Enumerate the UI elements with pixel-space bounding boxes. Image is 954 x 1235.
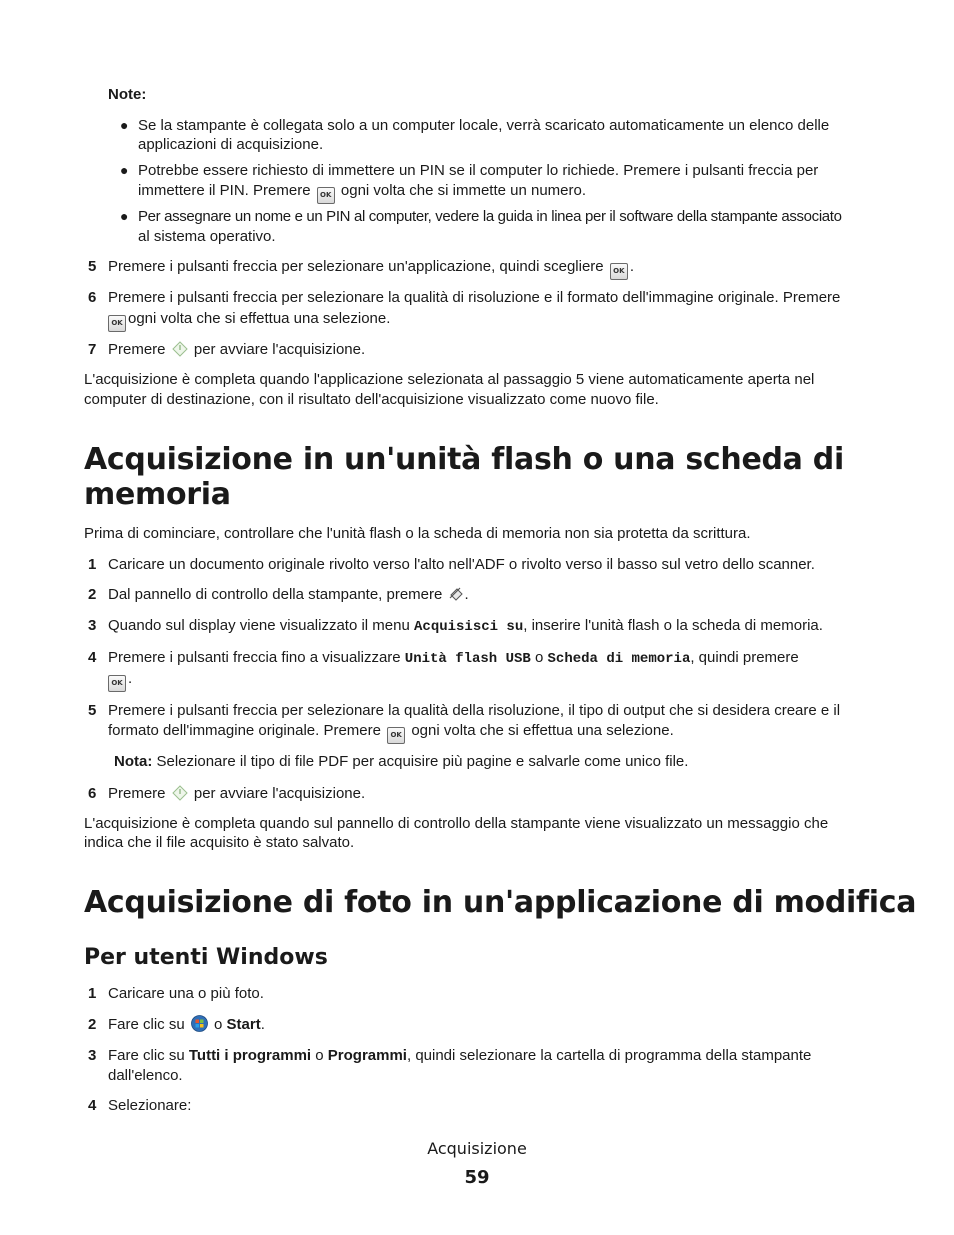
s1-step-5-line-1: Premere i pulsanti freccia per selezionare la qualità della risoluzione, il tipo di output che si desidera creare e il — [108, 702, 841, 719]
footer-chapter-title: Acquisizione — [427, 1139, 527, 1158]
s1-step-4-end: . — [128, 670, 133, 687]
nota-label: Nota: — [114, 753, 153, 770]
step-5-text-a: Premere i pulsanti freccia per selezionare un'applicazione, quindi scegliere — [108, 258, 604, 275]
conjunction: o — [214, 1016, 223, 1033]
step-number: 1 — [88, 556, 97, 573]
note-bullet-3-line-2: al sistema operativo. — [138, 228, 276, 245]
s2-step-2-text — [108, 1015, 265, 1035]
bullet-dot: ● — [120, 162, 129, 178]
s2-step-3-line-1 — [108, 1046, 811, 1066]
nota-line — [114, 752, 688, 772]
all-programs-label: Tutti i programmi — [188, 1047, 312, 1064]
start-label: Start — [226, 1016, 261, 1033]
step-number: 2 — [88, 586, 97, 603]
s1-step-3-text — [108, 616, 823, 637]
step-number: 7 — [88, 341, 97, 358]
s2-step-2-text-a: Fare clic su — [108, 1016, 185, 1033]
note-bullet-3-line-1: Per assegnare un nome e un PIN al computer, vedere la guida in linea per il software della stampante associato — [138, 208, 842, 225]
s2-step-4-text: Selezionare: — [108, 1097, 192, 1114]
step-number: 6 — [88, 289, 97, 306]
scan-button-icon — [448, 586, 464, 602]
s2-step-2-end: . — [260, 1016, 265, 1033]
step-number: 5 — [88, 702, 97, 719]
s1-step-3-text-b: , inserire l'unità flash o la scheda di memoria. — [523, 617, 823, 634]
ok-button-icon: OK — [610, 263, 628, 280]
step-number: 6 — [88, 785, 97, 802]
step-number: 2 — [88, 1016, 97, 1033]
s1-step-4-line-2 — [106, 669, 132, 692]
step-5-text — [108, 257, 634, 280]
step-6-line-2 — [106, 309, 390, 332]
note-bullet-1-line-2: applicazioni di acquisizione. — [138, 136, 324, 153]
menu-item-code: Scheda di memoria — [547, 651, 691, 667]
conjunction: o — [535, 649, 544, 666]
s1-step-5-text-b: ogni volta che si effettua una selezione. — [411, 722, 674, 739]
step-6-text: ogni volta che si effettua una selezione. — [128, 310, 391, 327]
ok-button-icon: OK — [108, 675, 126, 692]
step-5-text-b: . — [629, 258, 634, 275]
subsection-heading: Per utenti Windows — [84, 945, 328, 970]
s1-step-6-text-a: Premere — [108, 785, 166, 802]
section-heading: Acquisizione di foto in un'applicazione di modifica — [84, 885, 917, 920]
step-7-text — [108, 340, 365, 360]
s1-step-3-text-a: Quando sul display viene visualizzato il menu — [108, 617, 410, 634]
paragraph-line: L'acquisizione è completa quando l'applicazione selezionata al passaggio 5 viene automaticamente aperta nel — [84, 371, 815, 388]
paragraph-line: indica che il file acquisito è stato salvato. — [84, 834, 355, 851]
s1-step-2-text-a: Dal pannello di controllo della stampante, premere — [108, 586, 443, 603]
section-heading-line-2: memoria — [84, 477, 231, 512]
s1-step-2-text-b: . — [464, 586, 469, 603]
step-number: 1 — [88, 985, 97, 1002]
s2-step-3-text-a: Fare clic su — [108, 1047, 185, 1064]
step-number: 4 — [88, 649, 97, 666]
windows-start-icon — [191, 1015, 208, 1032]
s1-step-4-text-a: Premere i pulsanti freccia fino a visualizzare — [108, 649, 401, 666]
s2-step-3-line-2: dall'elenco. — [108, 1067, 183, 1084]
s2-step-3-text-b: , quindi selezionare la cartella di programma della stampante — [406, 1047, 812, 1064]
nota-text: Selezionare il tipo di file PDF per acquisire più pagine e salvarle come unico file. — [156, 753, 689, 770]
ok-button-icon: OK — [108, 315, 126, 332]
page-number: 59 — [464, 1167, 490, 1188]
start-button-icon — [172, 785, 188, 801]
section-heading-line-1: Acquisizione in un'unità flash o una scheda di — [84, 442, 844, 477]
step-7-text-b: per avviare l'acquisizione. — [193, 341, 366, 358]
note-bullet-1-line-1: Se la stampante è collegata solo a un computer locale, verrà scaricato automaticamente un elenco delle — [138, 117, 830, 134]
note-bullet-2-text-b: ogni volta che si immette un numero. — [340, 182, 587, 199]
step-number: 4 — [88, 1097, 97, 1114]
step-number: 3 — [88, 617, 97, 634]
s2-step-1-text: Caricare una o più foto. — [108, 985, 264, 1002]
step-7-text-a: Premere — [108, 341, 166, 358]
menu-name-code: Acquisisci su — [414, 619, 524, 635]
s1-step-2-text — [108, 585, 469, 605]
note-bullet-2-line-1: Potrebbe essere richiesto di immettere un PIN se il computer lo richiede. Premere i pulsanti freccia per — [138, 162, 819, 179]
s1-step-1-text: Caricare un documento originale rivolto verso l'alto nell'ADF o rivolto verso il basso sul vetro dello scanner. — [108, 556, 815, 573]
programs-label: Programmi — [327, 1047, 407, 1064]
s1-step-5-line-2 — [108, 721, 674, 744]
s1-step-4-line-1 — [108, 648, 799, 669]
ok-button-icon: OK — [317, 187, 335, 204]
step-6-line-1: Premere i pulsanti freccia per selezionare la qualità di risoluzione e il formato dell'immagine originale. Premere — [108, 289, 841, 306]
note-label: Note: — [108, 86, 147, 103]
bullet-dot: ● — [120, 117, 129, 133]
note-bullet-2-text-a: immettere il PIN. Premere — [138, 182, 311, 199]
s1-step-5-text-a: formato dell'immagine originale. Premere — [108, 722, 381, 739]
menu-item-code: Unità flash USB — [404, 651, 531, 667]
step-number: 3 — [88, 1047, 97, 1064]
section-intro: Prima di cominciare, controllare che l'unità flash o la scheda di memoria non sia protetta da scrittura. — [84, 525, 751, 542]
step-number: 5 — [88, 258, 97, 275]
paragraph-line: L'acquisizione è completa quando sul pannello di controllo della stampante viene visualizzato un messaggio che — [84, 815, 829, 832]
bullet-dot: ● — [120, 208, 129, 224]
note-bullet-2-line-2 — [138, 181, 586, 204]
ok-button-icon: OK — [387, 727, 405, 744]
conjunction: o — [315, 1047, 324, 1064]
s1-step-4-text-b: , quindi premere — [690, 649, 799, 666]
paragraph-line: computer di destinazione, con il risultato dell'acquisizione visualizzato come nuovo file. — [84, 391, 659, 408]
start-button-icon — [172, 341, 188, 357]
s1-step-6-text-b: per avviare l'acquisizione. — [193, 785, 366, 802]
s1-step-6-text — [108, 784, 365, 804]
